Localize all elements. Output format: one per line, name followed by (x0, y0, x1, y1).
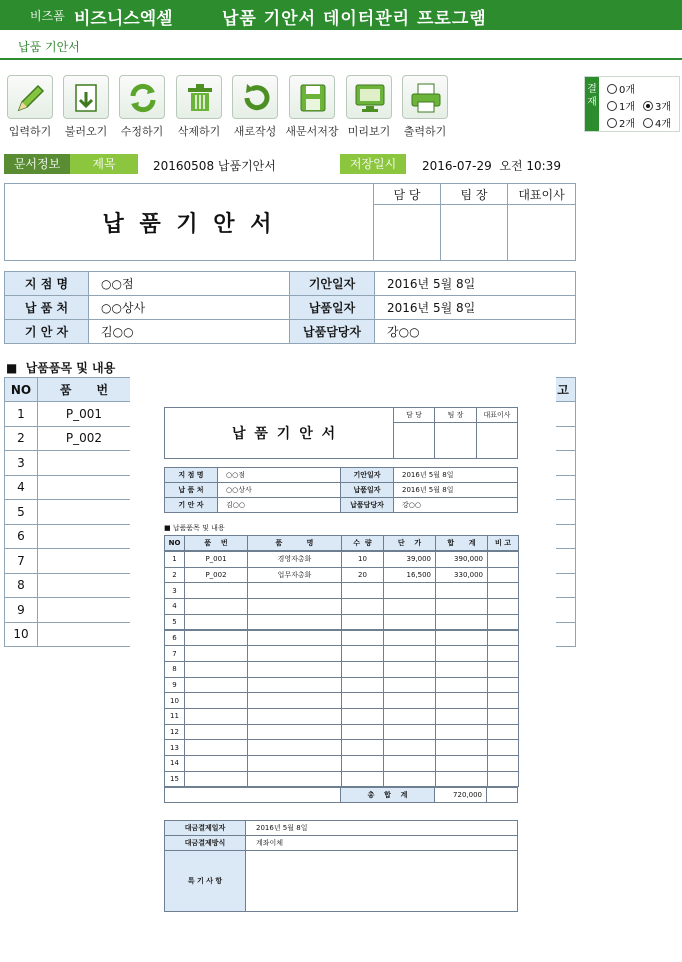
approver-1-label: 담 당 (373, 183, 441, 205)
print-button-label: 출력하기 (403, 125, 447, 138)
preview-row-cell (341, 755, 384, 772)
preview-row-cell (435, 630, 488, 647)
preview-row-cell (383, 677, 436, 694)
preview-row-cell (247, 598, 342, 615)
input-button-label: 입력하기 (8, 125, 52, 138)
preview-footer-label: 특 기 사 항 (164, 850, 246, 912)
preview-row-cell (435, 755, 488, 772)
approver-3-label: 대표이사 (507, 183, 576, 205)
col-header-note: 고 (550, 377, 576, 402)
preview-row-cell (435, 692, 488, 709)
drafter-label: 기 안 자 (4, 319, 89, 344)
preview-field-value: ○○점 (217, 467, 341, 483)
preview-row-cell (435, 645, 488, 662)
preview-row-cell (487, 598, 519, 615)
preview-footer-value: 계좌이체 (245, 835, 518, 851)
approver-1-sign[interactable] (373, 204, 441, 261)
preview-row-cell (383, 739, 436, 756)
preview-row-cell (184, 739, 248, 756)
preview-row-cell (184, 630, 248, 647)
branch-label: 지 점 명 (4, 271, 89, 296)
preview-row-cell: 12 (164, 724, 185, 741)
preview-row-cell: 10 (164, 692, 185, 709)
preview-field-label: 지 점 명 (164, 467, 218, 483)
preview-sum-note (486, 787, 518, 803)
delivery-date-value[interactable]: 2016년 5월 8일 (374, 295, 576, 320)
preview-row-cell: 6 (164, 630, 185, 647)
preview-row-cell (487, 645, 519, 662)
row-code[interactable] (37, 597, 131, 623)
preview-field-label: 납 품 처 (164, 482, 218, 498)
row-no: 8 (4, 573, 38, 599)
preview-row-cell: 3 (164, 582, 185, 599)
delete-button-label: 삭제하기 (177, 125, 221, 138)
approver-3-sign[interactable] (507, 204, 576, 261)
preview-row-cell: 39,000 (383, 551, 436, 568)
title-label: 제목 (70, 154, 138, 174)
preview-row-cell (247, 677, 342, 694)
preview-row-cell (341, 661, 384, 678)
load-button-label: 불러오기 (64, 125, 108, 138)
preview-row-cell: 4 (164, 598, 185, 615)
load-button[interactable] (58, 72, 114, 138)
row-no: 4 (4, 475, 38, 501)
preview-row-cell (341, 724, 384, 741)
preview-row-cell: 10 (341, 551, 384, 568)
radio-icon (643, 118, 653, 128)
preview-footer-label: 대금결제방식 (164, 835, 246, 851)
preview-row-cell (247, 708, 342, 725)
print-preview (130, 365, 556, 962)
preview-row-cell: 8 (164, 661, 185, 678)
preview-approver-sign (434, 422, 477, 459)
preview-row-cell: 7 (164, 645, 185, 662)
preview-row-cell (341, 598, 384, 615)
preview-row-cell: P_001 (184, 551, 248, 568)
preview-col-header: 수 량 (341, 535, 384, 551)
new-button-label: 새로작성 (233, 125, 277, 138)
sheet-subtitle: 납품 기안서 (18, 40, 80, 54)
preview-row-cell: 15 (164, 771, 185, 788)
preview-row-cell (247, 755, 342, 772)
row-no: 3 (4, 450, 38, 476)
preview-field-label: 납품일자 (340, 482, 394, 498)
preview-row-cell (341, 582, 384, 599)
preview-row-cell (487, 692, 519, 709)
approver-2-sign[interactable] (440, 204, 508, 261)
preview-row-cell (184, 755, 248, 772)
preview-row-cell (487, 708, 519, 725)
row-no: 1 (4, 401, 38, 427)
preview-row-cell (341, 677, 384, 694)
preview-field-value: 강○○ (393, 497, 518, 513)
approver-2-label: 팀 장 (440, 183, 508, 205)
preview-row-cell (341, 645, 384, 662)
col-header-no: NO (4, 377, 38, 402)
preview-row-cell: 11 (164, 708, 185, 725)
preview-row-cell (383, 692, 436, 709)
preview-row-cell (435, 677, 488, 694)
preview-row-cell (487, 677, 519, 694)
preview-sum-blank (164, 787, 341, 803)
preview-field-label: 기 안 자 (164, 497, 218, 513)
preview-row-cell (383, 661, 436, 678)
preview-row-cell (487, 582, 519, 599)
preview-col-header: 품 명 (247, 535, 342, 551)
delivery-date-label: 납품일자 (289, 295, 375, 320)
preview-title: 납 품 기 안 서 (232, 426, 338, 442)
row-code[interactable] (37, 524, 131, 550)
row-code[interactable] (37, 573, 131, 599)
document-title: 납 품 기 안 서 (102, 211, 276, 237)
trash-icon (176, 75, 222, 119)
preview-row-cell (383, 630, 436, 647)
preview-row-cell (184, 708, 248, 725)
preview-row-cell (435, 739, 488, 756)
preview-section-title: ■ 납품품목 및 내용 (164, 524, 225, 532)
monitor-icon (346, 75, 392, 119)
preview-footer-value: 2016년 5월 8일 (245, 820, 518, 836)
preview-row-cell (383, 724, 436, 741)
document-title-cell (4, 183, 374, 261)
preview-field-label: 기안일자 (340, 467, 394, 483)
preview-row-cell (383, 708, 436, 725)
branch-value[interactable]: ○○점 (88, 271, 290, 296)
preview-sum-label: 총 합 계 (340, 787, 435, 803)
preview-row-cell (435, 661, 488, 678)
approval-option-4[interactable]: 4개 (643, 115, 671, 130)
preview-approver-label: 대표이사 (476, 407, 518, 423)
preview-field-value: ○○상사 (217, 482, 341, 498)
preview-row-cell: 330,000 (435, 567, 488, 584)
preview-row-cell (487, 661, 519, 678)
row-no: 2 (4, 426, 38, 452)
preview-col-header: 품 번 (184, 535, 248, 551)
approval-count-selector (584, 76, 680, 132)
save-new-button[interactable] (284, 72, 340, 138)
preview-sum-value: 720,000 (434, 787, 487, 803)
preview-row-cell (487, 739, 519, 756)
preview-row-cell: 9 (164, 677, 185, 694)
printer-icon (402, 75, 448, 119)
supplier-label: 납 품 처 (4, 295, 89, 320)
preview-row-cell: 390,000 (435, 551, 488, 568)
preview-row-cell (487, 630, 519, 647)
preview-field-value: 2016년 5월 8일 (393, 467, 518, 483)
preview-row-cell: P_002 (184, 567, 248, 584)
preview-row-cell (487, 551, 519, 568)
doc-info-label: 문서정보 (4, 154, 70, 174)
preview-row-cell (247, 614, 342, 631)
col-header-code: 품 번 (37, 377, 131, 402)
preview-row-cell: 5 (164, 614, 185, 631)
save-new-button-label: 새문서저장 (285, 125, 339, 138)
preview-row-cell (247, 645, 342, 662)
toolbar (0, 72, 580, 138)
preview-row-cell (184, 724, 248, 741)
preview-row-cell (383, 614, 436, 631)
preview-row-cell (487, 567, 519, 584)
row-code[interactable]: P_001 (37, 401, 131, 427)
row-code[interactable]: P_002 (37, 426, 131, 452)
title-value[interactable]: 20160508 납품기안서 (153, 159, 276, 173)
new-button[interactable] (227, 72, 283, 138)
preview-field-label: 납품담당자 (340, 497, 394, 513)
preview-approver-label: 팀 장 (434, 407, 477, 423)
input-button[interactable] (2, 72, 58, 138)
document-info-row (0, 152, 682, 176)
preview-row-cell (487, 755, 519, 772)
preview-row-cell (184, 582, 248, 599)
preview-button-label: 미리보기 (347, 125, 391, 138)
preview-button[interactable] (341, 72, 397, 138)
edit-button-label: 수정하기 (120, 125, 164, 138)
print-button[interactable] (397, 72, 453, 138)
preview-row-cell (435, 724, 488, 741)
radio-icon (607, 84, 617, 94)
saved-label: 저장일시 (340, 154, 406, 174)
preview-row-cell (435, 582, 488, 599)
manager-label: 납품담당자 (289, 319, 375, 344)
preview-col-header: 비 고 (487, 535, 519, 551)
sheet-subtitle-bar (0, 30, 682, 60)
row-code[interactable] (37, 450, 131, 476)
preview-row-cell (184, 692, 248, 709)
supplier-value[interactable]: ○○상사 (88, 295, 290, 320)
approval-option-0[interactable]: 0개 (607, 81, 635, 96)
row-code[interactable] (37, 548, 131, 574)
preview-field-value: 김○○ (217, 497, 341, 513)
row-code[interactable] (37, 475, 131, 501)
preview-row-cell (487, 771, 519, 788)
preview-row-cell (184, 645, 248, 662)
radio-icon (607, 118, 617, 128)
preview-col-header: 합 계 (435, 535, 488, 551)
preview-row-cell (341, 739, 384, 756)
saved-value: 2016-07-29 오전 10:39 (422, 159, 561, 173)
top-header-bar (0, 0, 682, 30)
radio-icon (607, 101, 617, 111)
preview-col-header: 단 가 (383, 535, 436, 551)
preview-row-cell (341, 692, 384, 709)
preview-row-cell (383, 582, 436, 599)
row-no: 5 (4, 499, 38, 525)
preview-row-cell (247, 739, 342, 756)
preview-col-header: NO (164, 535, 185, 551)
edit-button[interactable] (114, 72, 170, 138)
preview-row-cell: 16,500 (383, 567, 436, 584)
brand-small-label: 비즈폼 (30, 9, 65, 23)
load-icon (63, 75, 109, 119)
preview-field-value: 2016년 5월 8일 (393, 482, 518, 498)
preview-row-cell (341, 614, 384, 631)
preview-footer-notes (245, 850, 518, 912)
preview-row-cell (487, 614, 519, 631)
preview-row-cell (435, 614, 488, 631)
approval-option-1[interactable]: 1개 (607, 98, 635, 113)
approval-option-2[interactable]: 2개 (607, 115, 635, 130)
row-code[interactable] (37, 499, 131, 525)
preview-row-cell (383, 771, 436, 788)
preview-approver-sign (476, 422, 518, 459)
preview-row-cell (341, 708, 384, 725)
preview-row-cell (184, 771, 248, 788)
preview-row-cell (383, 755, 436, 772)
radio-selected-icon (643, 101, 653, 111)
row-code[interactable] (37, 622, 131, 648)
row-no: 9 (4, 597, 38, 623)
preview-approver-label: 담 당 (393, 407, 435, 423)
manager-value[interactable]: 강○○ (374, 319, 576, 344)
preview-row-cell (184, 598, 248, 615)
row-no: 6 (4, 524, 38, 550)
preview-row-cell (341, 771, 384, 788)
preview-row-cell: 2 (164, 567, 185, 584)
app-title: 납품 기안서 데이터관리 프로그램 (222, 9, 487, 29)
pencil-icon (7, 75, 53, 119)
preview-row-cell: 1 (164, 551, 185, 568)
preview-row-cell (247, 692, 342, 709)
preview-footer-label: 대금결제일자 (164, 820, 246, 836)
preview-row-cell (184, 661, 248, 678)
row-no: 10 (4, 622, 38, 648)
brand-name: 비즈니스엑셀 (74, 9, 173, 29)
preview-row-cell: 14 (164, 755, 185, 772)
preview-row-cell (247, 661, 342, 678)
preview-row-cell (435, 598, 488, 615)
preview-row-cell: 업무자총화 (247, 567, 342, 584)
save-icon (289, 75, 335, 119)
preview-row-cell (435, 708, 488, 725)
preview-row-cell (435, 771, 488, 788)
draft-date-label: 기안일자 (289, 271, 375, 296)
row-no: 7 (4, 548, 38, 574)
preview-row-cell: 20 (341, 567, 384, 584)
delete-button[interactable] (171, 72, 227, 138)
refresh-icon (119, 75, 165, 119)
preview-row-cell (247, 724, 342, 741)
preview-row-cell (184, 677, 248, 694)
preview-row-cell (247, 630, 342, 647)
section-title: ■ 납품품목 및 내용 (6, 361, 116, 375)
preview-row-cell (341, 630, 384, 647)
approval-head: 결재 (585, 77, 599, 131)
preview-row-cell (184, 614, 248, 631)
new-icon (232, 75, 278, 119)
draft-date-value[interactable]: 2016년 5월 8일 (374, 271, 576, 296)
preview-row-cell (487, 724, 519, 741)
preview-approver-sign (393, 422, 435, 459)
preview-row-cell (247, 771, 342, 788)
preview-row-cell: 13 (164, 739, 185, 756)
preview-row-cell (247, 582, 342, 599)
preview-row-cell: 경영자총화 (247, 551, 342, 568)
approval-option-3[interactable]: 3개 (643, 98, 671, 113)
preview-row-cell (383, 645, 436, 662)
drafter-value[interactable]: 김○○ (88, 319, 290, 344)
preview-row-cell (383, 598, 436, 615)
